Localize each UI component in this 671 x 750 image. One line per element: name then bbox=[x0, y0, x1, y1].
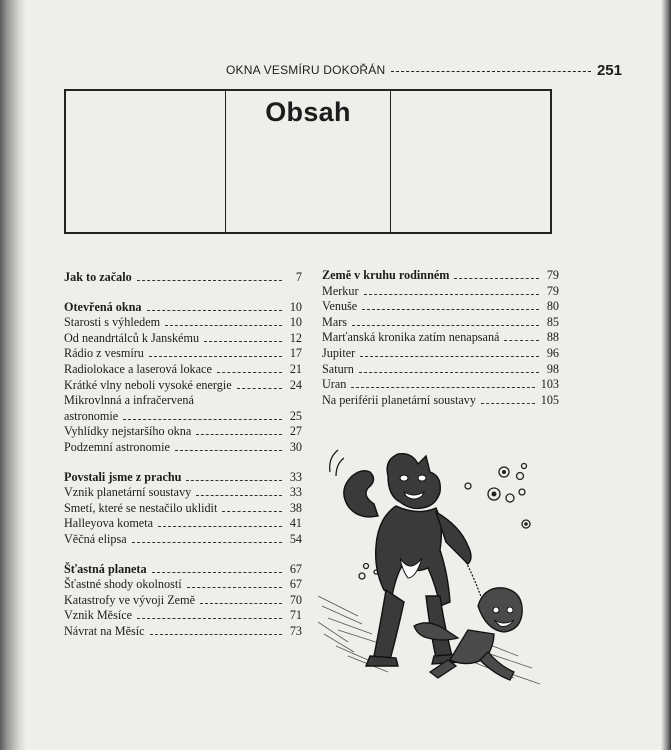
toc-page-number: 7 bbox=[295, 270, 302, 284]
toc-entry bbox=[64, 393, 302, 409]
toc-entry-title: Šťastná planeta bbox=[64, 561, 147, 576]
toc-leader-dashes bbox=[196, 434, 282, 435]
toc-page-number: 10 bbox=[289, 315, 302, 330]
toc-entry bbox=[64, 331, 302, 347]
toc-entry bbox=[322, 284, 559, 300]
toc-chapter-entry bbox=[64, 270, 302, 286]
toc-entry-title: Rádio z vesmíru bbox=[64, 346, 144, 361]
toc-leader-dashes bbox=[364, 294, 539, 295]
toc-page-number: 98 bbox=[546, 361, 559, 376]
toc-leader-dashes bbox=[149, 356, 282, 357]
toc-page-number: 105 bbox=[540, 392, 559, 407]
toc-leader-dashes bbox=[504, 340, 539, 341]
toc-leader-dashes bbox=[351, 387, 534, 388]
toc-entry-title: Starosti s výhledem bbox=[64, 315, 161, 330]
toc-chapter-entry bbox=[64, 300, 302, 316]
toc-leader-dashes bbox=[165, 325, 282, 326]
toc-leader-dashes bbox=[237, 388, 282, 389]
toc-entry bbox=[322, 346, 559, 362]
toc-page-number: 79 bbox=[546, 268, 559, 282]
page-title: Obsah bbox=[265, 97, 351, 127]
toc-leader-dashes bbox=[204, 341, 282, 342]
toc-leader-dashes bbox=[186, 480, 282, 481]
toc-section-gap bbox=[64, 456, 302, 470]
toc-chapter-entry bbox=[64, 562, 302, 578]
running-head bbox=[226, 61, 622, 79]
title-box-right-panel bbox=[391, 91, 550, 232]
toc-entry bbox=[64, 409, 302, 425]
toc-entry-title: Věčná elipsa bbox=[64, 531, 127, 546]
toc-entry-title: Na periférii planetární soustavy bbox=[322, 392, 476, 407]
toc-entry-title: Vyhlídky nejstaršího okna bbox=[64, 424, 192, 439]
toc-entry-title: Venuše bbox=[322, 299, 358, 314]
toc-leader-dashes bbox=[137, 618, 282, 619]
toc-entry bbox=[64, 315, 302, 331]
toc-page-number: 41 bbox=[289, 516, 302, 531]
toc-page-number: 12 bbox=[289, 330, 302, 345]
toc-chapter-entry bbox=[64, 470, 302, 486]
toc-entry bbox=[64, 532, 302, 548]
toc-leader-dashes bbox=[137, 280, 282, 281]
toc-leader-dashes bbox=[481, 403, 535, 404]
toc-entry-title: Vznik planetární soustavy bbox=[64, 485, 192, 500]
toc-entry-title: astronomie bbox=[64, 408, 119, 423]
toc-page-number: 71 bbox=[289, 608, 302, 623]
toc-entry bbox=[64, 624, 302, 640]
toc-leader-dashes bbox=[362, 309, 539, 310]
page-edge-shadow bbox=[661, 0, 671, 750]
toc-entry-title: Šťastné shody okolností bbox=[64, 577, 182, 592]
toc-entry-title: Radiolokace a laserová lokace bbox=[64, 361, 212, 376]
toc-entry-title: Země v kruhu rodinném bbox=[322, 268, 450, 282]
toc-page-number: 21 bbox=[289, 361, 302, 376]
toc-page-number: 80 bbox=[546, 299, 559, 314]
toc-entry-title: Povstali jsme z prachu bbox=[64, 469, 182, 484]
toc-entry bbox=[322, 315, 559, 331]
page-number: 251 bbox=[596, 61, 622, 79]
toc-chapter-entry bbox=[322, 268, 559, 284]
toc-entry-title: Otevřená okna bbox=[64, 299, 142, 314]
toc-entry bbox=[64, 346, 302, 362]
toc-page-number: 33 bbox=[289, 485, 302, 500]
toc-page-number: 85 bbox=[546, 314, 559, 329]
toc-leader-dashes bbox=[222, 511, 282, 512]
toc-entry-title: Marťanská kronika zatím nenapsaná bbox=[322, 330, 500, 345]
toc-leader-dashes bbox=[196, 495, 282, 496]
toc-leader-dashes bbox=[217, 372, 282, 373]
toc-leader-dashes bbox=[360, 356, 539, 357]
toc-leader-dashes bbox=[352, 325, 539, 326]
toc-entry bbox=[322, 393, 559, 409]
title-box bbox=[64, 89, 552, 234]
toc-page-number: 79 bbox=[546, 283, 559, 298]
toc-left-column bbox=[64, 270, 302, 639]
toc-page-number: 54 bbox=[289, 531, 302, 546]
toc-entry-title: Návrat na Měsíc bbox=[64, 623, 145, 638]
toc-entry bbox=[64, 593, 302, 609]
toc-entry-title: Saturn bbox=[322, 361, 354, 376]
toc-page-number: 103 bbox=[540, 377, 559, 392]
toc-entry bbox=[64, 608, 302, 624]
toc-entry-title: Katastrofy ve vývoji Země bbox=[64, 592, 195, 607]
toc-leader-dashes bbox=[359, 372, 539, 373]
toc-entry-title: Vznik Měsíce bbox=[64, 608, 133, 623]
toc-entry-title: Od neandrtálců k Janskému bbox=[64, 330, 200, 345]
toc-entry-title: Smetí, které se nestačilo uklidit bbox=[64, 500, 218, 515]
toc-entry-title: Mars bbox=[322, 314, 348, 329]
toc-entry bbox=[64, 516, 302, 532]
toc-page-number: 24 bbox=[289, 377, 302, 392]
toc-entry bbox=[64, 577, 302, 593]
toc-leader-dashes bbox=[147, 310, 282, 311]
toc-section-gap bbox=[64, 548, 302, 562]
title-box-center-panel bbox=[226, 91, 391, 232]
toc-page-number: 33 bbox=[289, 469, 302, 484]
toc-leader-dashes bbox=[175, 450, 282, 451]
toc-page-number: 25 bbox=[289, 408, 302, 423]
toc-page-number: 17 bbox=[289, 346, 302, 361]
toc-page-number: 67 bbox=[289, 577, 302, 592]
running-head-rule bbox=[391, 71, 591, 72]
toc-entry bbox=[322, 362, 559, 378]
toc-page-number: 88 bbox=[546, 330, 559, 345]
toc-page-number: 70 bbox=[289, 592, 302, 607]
toc-page-number: 10 bbox=[289, 299, 302, 314]
toc-entry-title: Podzemní astronomie bbox=[64, 439, 170, 454]
toc-section-gap bbox=[64, 286, 302, 300]
toc-leader-dashes bbox=[152, 572, 282, 573]
toc-page-number: 67 bbox=[289, 561, 302, 576]
running-head-title: OKNA VESMÍRU DOKOŘÁN bbox=[226, 63, 386, 77]
toc-page-number: 38 bbox=[289, 500, 302, 515]
toc-entry-title: Merkur bbox=[322, 283, 359, 298]
toc-entry bbox=[64, 424, 302, 440]
toc-leader-dashes bbox=[187, 587, 282, 588]
toc-leader-dashes bbox=[132, 542, 282, 543]
toc-entry bbox=[64, 362, 302, 378]
toc-leader-dashes bbox=[158, 526, 282, 527]
title-box-left-panel bbox=[66, 91, 226, 232]
toc-leader-dashes bbox=[200, 603, 282, 604]
toc-page-number: 73 bbox=[289, 623, 302, 638]
cartoon-illustration bbox=[318, 446, 548, 696]
toc-entry bbox=[322, 330, 559, 346]
toc-entry bbox=[64, 378, 302, 394]
toc-entry bbox=[322, 377, 559, 393]
toc-entry bbox=[322, 299, 559, 315]
toc-entry-title: Uran bbox=[322, 377, 347, 392]
page-binding-shadow bbox=[0, 0, 26, 750]
toc-entry-title: Jupiter bbox=[322, 345, 356, 360]
toc-entry-title: Jak to začalo bbox=[64, 270, 132, 284]
toc-page-number: 27 bbox=[289, 424, 302, 439]
toc-entry bbox=[64, 440, 302, 456]
toc-leader-dashes bbox=[123, 419, 282, 420]
toc-page-number: 96 bbox=[546, 345, 559, 360]
toc-right-column bbox=[322, 268, 559, 408]
toc-entry-title: Mikrovlnná a infračervená bbox=[64, 393, 194, 408]
toc-entry-title: Halleyova kometa bbox=[64, 516, 154, 531]
toc-entry bbox=[64, 485, 302, 501]
toc-leader-dashes bbox=[454, 278, 539, 279]
toc-page-number: 30 bbox=[289, 439, 302, 454]
toc-leader-dashes bbox=[150, 634, 282, 635]
toc-entry-title: Krátké vlny neboli vysoké energie bbox=[64, 377, 232, 392]
toc-entry bbox=[64, 501, 302, 517]
